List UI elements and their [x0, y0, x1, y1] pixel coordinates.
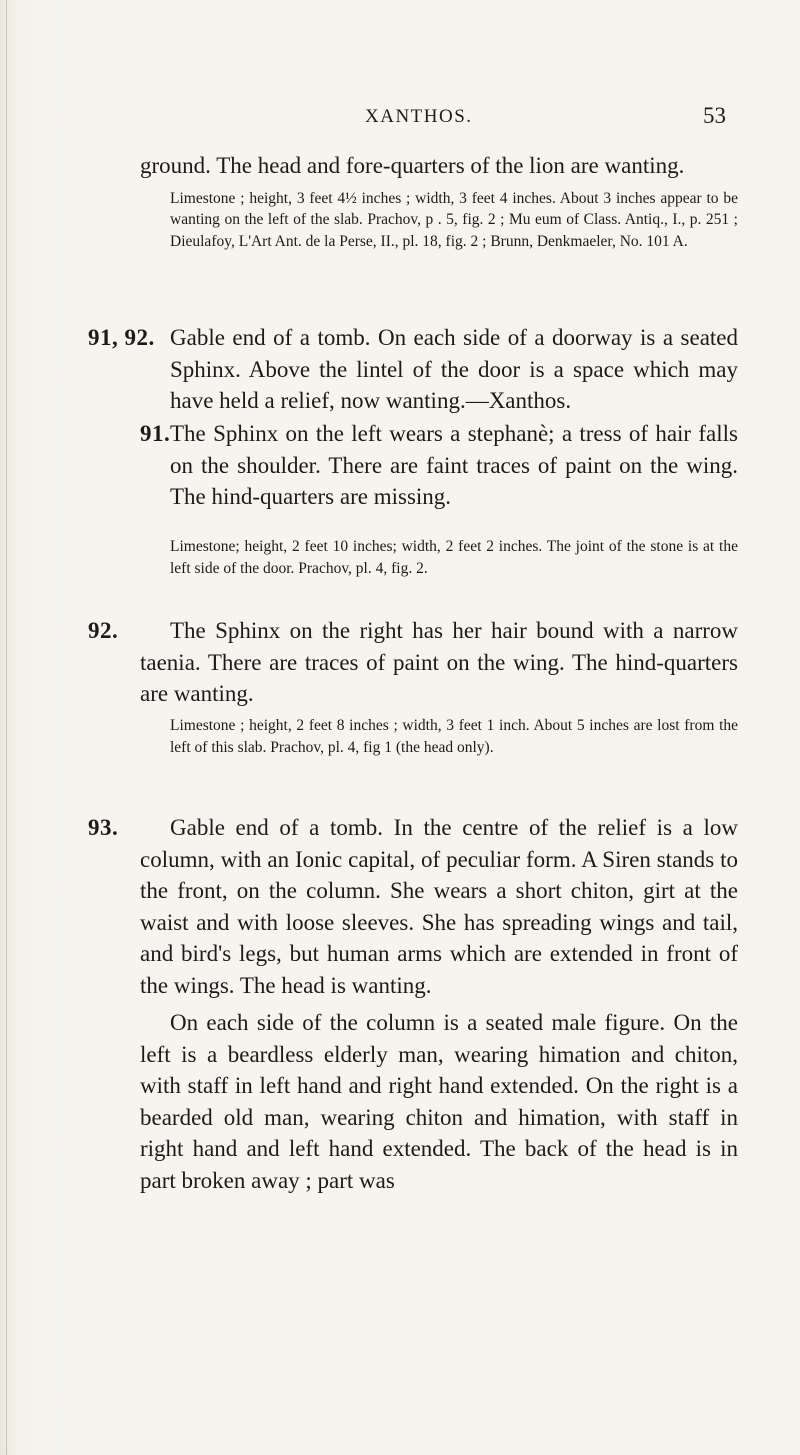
entry-body: The Sphinx on the left wears a stephanè; a tress of hair falls on the shoulder. There are faint traces of paint on the wing. The hind-quarters are missing. — [170, 421, 738, 509]
entry-number: 91, 92. — [88, 325, 155, 350]
entry-body-continued: On each side of the column is a seated male figure. On the left is a beardless elderly man, wearing himation and chiton, with staff in left hand and right hand extended. On the right is a bearded old man, wearing chiton and himation, with staff in right hand and left hand extended. The back of the head is in part broken away ; part was — [140, 1010, 738, 1193]
page-number: 53 — [703, 103, 726, 128]
entry-number: 92. — [88, 618, 119, 643]
running-head — [0, 100, 800, 130]
entry-body: Gable end of a tomb. On each side of a doorway is a seated Sphinx. Above the lintel of the door is a space which may have held a relief, now wanting.—Xanthos. — [170, 325, 738, 413]
intro-note: Limestone ; height, 3 feet 4½ inches ; width, 3 feet 4 inches. About 3 inches appear to be wanting on the left of the slab. Prachov, p . 5, fig. 2 ; Mu eum of Class. Antiq., I., p. 251 ; Dieulafoy, L'Art Ant. de la Perse, II., pl. 18, fig. 2 ; Brunn, Denkmaeler, No. 101 A. — [170, 189, 738, 250]
entry-number: 93. — [88, 815, 119, 840]
entry-body: Gable end of a tomb. In the centre of the relief is a low column, with an Ionic capital, of peculiar form. A Siren stands to the front, on the column. She wears a short chiton, girt at the waist and with loose sleeves. She has spreading wings and tail, and bird's legs, but human arms which are extended in front of the wings. The head is wanting. — [140, 815, 738, 998]
intro-body: ground. The head and fore-quarters of the lion are wanting. — [140, 153, 685, 178]
page-edge — [6, 0, 7, 1455]
intro-block — [140, 150, 738, 252]
entry-body: The Sphinx on the right has her hair bound with a narrow taenia. There are traces of paint on the wing. The hind-quarters are wanting. — [140, 618, 738, 706]
running-head-title: XANTHOS. — [365, 106, 473, 127]
entry-note: Limestone ; height, 2 feet 8 inches ; width, 3 feet 1 inch. About 5 inches are lost from the left of this slab. Prachov, pl. 4, fig 1 (the head only). — [170, 717, 738, 756]
entry-note: Limestone; height, 2 feet 10 inches; width, 2 feet 2 inches. The joint of the stone is at the left side of the door. Prachov, pl. 4, fig. 2. — [170, 538, 738, 577]
entry-number: 91. — [140, 421, 171, 446]
